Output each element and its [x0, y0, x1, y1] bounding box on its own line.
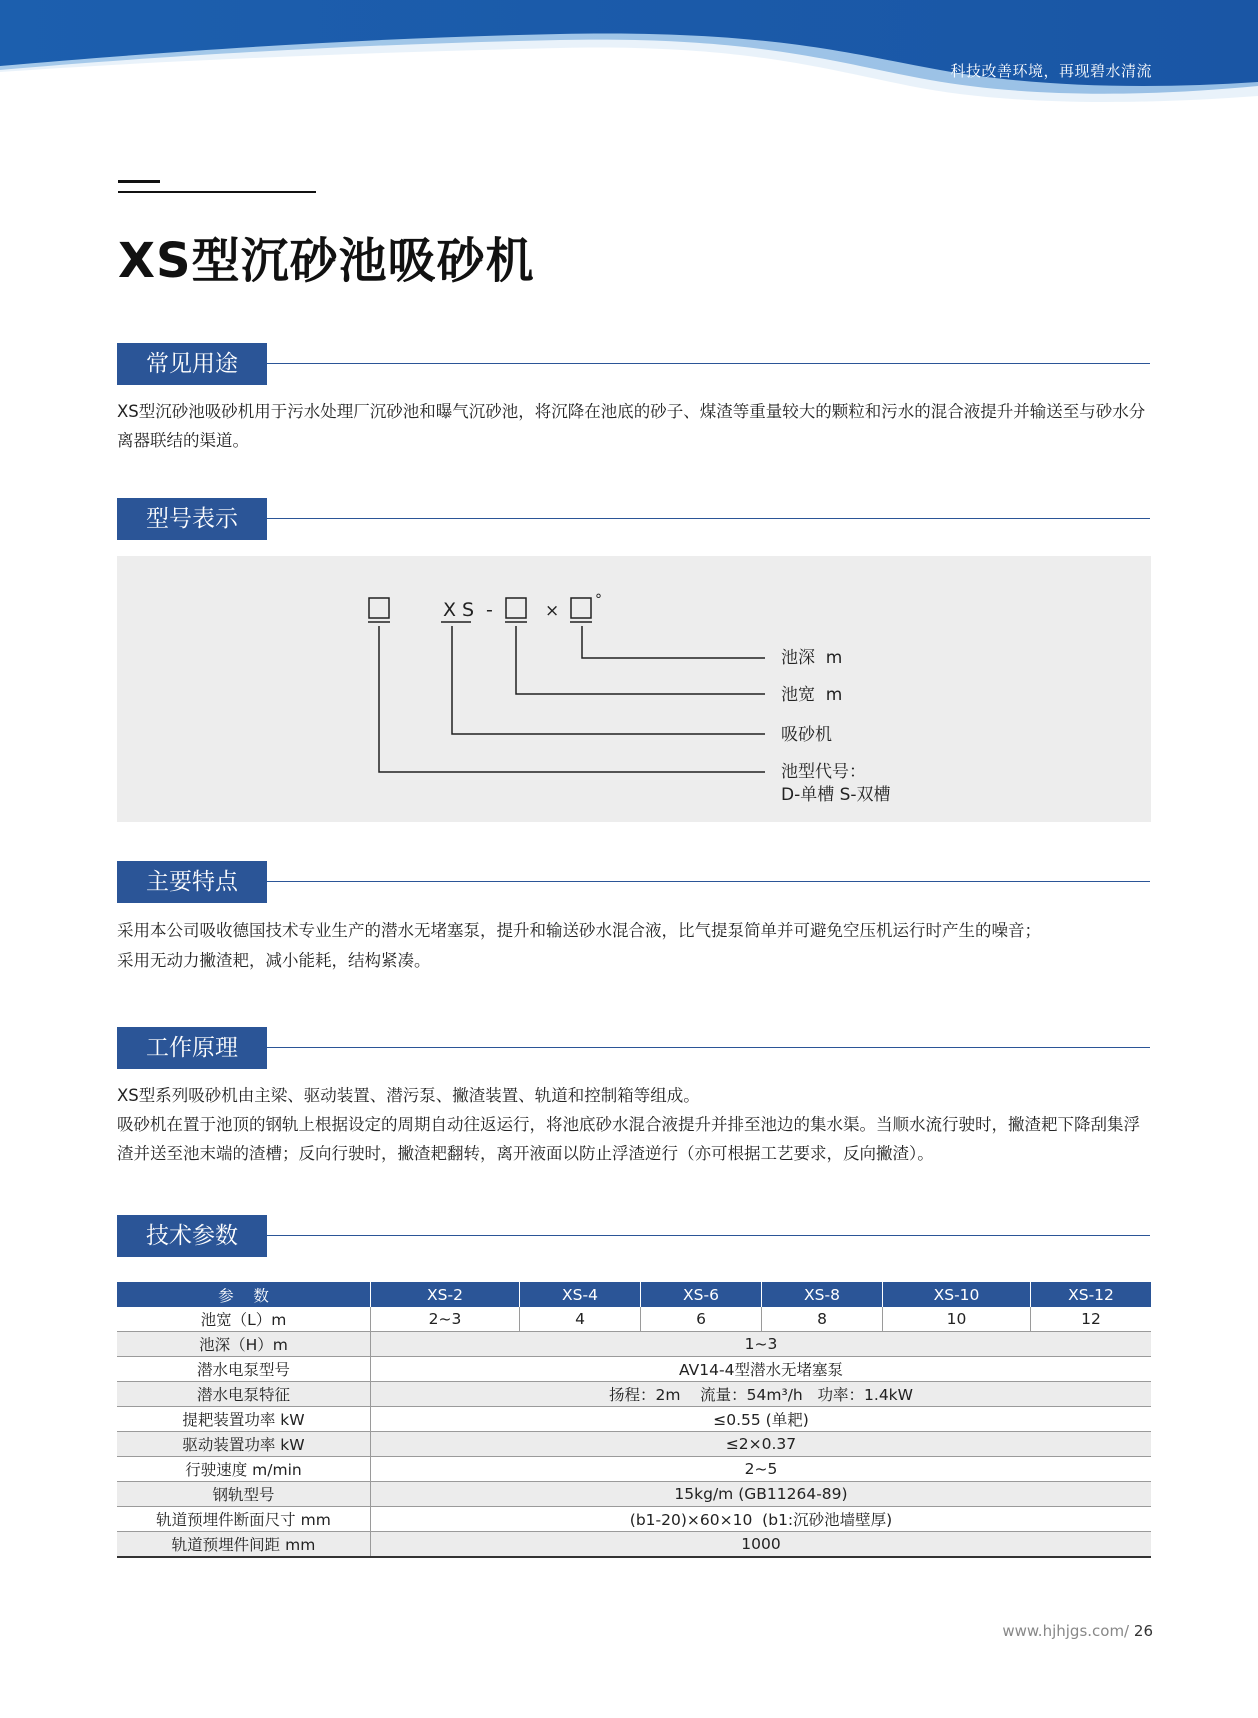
section-header-features: [117, 861, 1150, 903]
table-cell: ≤0.55 (单耙): [371, 1407, 1152, 1432]
page-title: XS型沉砂池吸砂机: [118, 233, 535, 289]
table-cell: 1~3: [371, 1332, 1152, 1357]
principle-line-1: XS型系列吸砂机由主梁、驱动装置、潜污泵、撇渣装置、轨道和控制箱等组成。: [117, 1086, 700, 1105]
page-footer: [1002, 1622, 1153, 1640]
row-label: 提耙装置功率 kW: [117, 1407, 371, 1432]
header-wave: [0, 0, 1258, 110]
column-header: 参 数: [117, 1282, 371, 1307]
section-header-usage: [117, 343, 1150, 385]
section-title-usage: 常见用途: [117, 343, 267, 385]
placeholder-box-pool-type: [369, 598, 389, 618]
page-number: 26: [1133, 1622, 1153, 1640]
section-title-model: 型号表示: [117, 498, 267, 540]
section-title-principle: 工作原理: [117, 1027, 267, 1069]
column-header: XS-10: [883, 1282, 1031, 1307]
label-machine: 吸砂机: [781, 725, 832, 745]
table-cell: 2~5: [371, 1457, 1152, 1482]
column-header: XS-2: [371, 1282, 520, 1307]
header-slogan: 科技改善环境，再现碧水清流: [950, 62, 1152, 80]
column-header: XS-6: [641, 1282, 762, 1307]
model-times: ×: [545, 601, 560, 621]
table-cell: 12: [1031, 1307, 1152, 1332]
table-row: [117, 1307, 1151, 1332]
leader-machine: [452, 626, 765, 734]
table-cell: 扬程：2m 流量：54m³/h 功率：1.4kW: [371, 1382, 1152, 1407]
features-line-1: 采用本公司吸收德国技术专业生产的潜水无堵塞泵，提升和输送砂水混合液，比气提泵简单并可避免空压机运行时产生的噪音；: [117, 921, 1041, 940]
principle-line-2: 吸砂机在置于池顶的钢轨上根据设定的周期自动往返运行，将池底砂水混合液提升并排至池边的集水渠。当顺水流行驶时，撇渣耙下降刮集浮渣并送至池末端的渣槽；反向行驶时，撇渣耙翻转，离开液面以防止浮渣逆行（亦可根据工艺要求，反向撇渣）。: [117, 1115, 1140, 1163]
table-cell: 8: [762, 1307, 883, 1332]
spec-table-header-row: [117, 1282, 1151, 1307]
table-row: [117, 1532, 1151, 1558]
row-label: 轨道预埋件断面尺寸 mm: [117, 1507, 371, 1532]
row-label: 潜水电泵型号: [117, 1357, 371, 1382]
label-pool-type-options: D-单槽 S-双槽: [781, 785, 891, 805]
table-row: [117, 1357, 1151, 1382]
table-row: [117, 1332, 1151, 1357]
row-label: 池宽（L）m: [117, 1307, 371, 1332]
table-cell: 6: [641, 1307, 762, 1332]
model-diagram: [117, 556, 1151, 822]
row-label: 钢轨型号: [117, 1482, 371, 1507]
table-row: [117, 1457, 1151, 1482]
section-header-model: [117, 498, 1150, 540]
table-cell: 4: [520, 1307, 641, 1332]
leader-pool-type: [379, 626, 765, 772]
label-pool-type: 池型代号：: [781, 762, 866, 782]
row-label: 潜水电泵特征: [117, 1382, 371, 1407]
model-diagram-panel: [117, 556, 1151, 822]
column-header: XS-12: [1031, 1282, 1152, 1307]
table-cell: AV14-4型潜水无堵塞泵: [371, 1357, 1152, 1382]
usage-paragraph: XS型沉砂池吸砂机用于污水处理厂沉砂池和曝气沉砂池，将沉降在池底的砂子、煤渣等重量较大的颗粒和污水的混合液提升并输送至与砂水分离器联结的渠道。: [117, 402, 1146, 450]
table-cell: 2~3: [371, 1307, 520, 1332]
table-row: [117, 1407, 1151, 1432]
section-title-features: 主要特点: [117, 861, 267, 903]
model-dash: -: [486, 599, 493, 621]
section-header-principle: [117, 1027, 1150, 1069]
model-prefix: XS: [443, 599, 481, 621]
row-label: 轨道预埋件间距 mm: [117, 1532, 371, 1558]
title-rule-thin: [118, 191, 316, 193]
label-depth: 池深 m: [781, 648, 843, 668]
table-row: [117, 1432, 1151, 1457]
title-rule-thick: [118, 180, 160, 183]
table-cell: ≤2×0.37: [371, 1432, 1152, 1457]
section-rule: [267, 1047, 1150, 1048]
row-label: 行驶速度 m/min: [117, 1457, 371, 1482]
spec-table: [117, 1282, 1151, 1558]
column-header: XS-4: [520, 1282, 641, 1307]
row-label: 池深（H）m: [117, 1332, 371, 1357]
row-label: 驱动装置功率 kW: [117, 1432, 371, 1457]
leader-depth: [582, 626, 765, 658]
label-width: 池宽 m: [781, 685, 843, 705]
features-line-2: 采用无动力撇渣耙，减小能耗，结构紧凑。: [117, 951, 431, 970]
section-rule: [267, 1235, 1150, 1236]
placeholder-box-depth: [571, 598, 591, 618]
section-rule: [267, 363, 1150, 364]
section-title-specs: 技术参数: [117, 1215, 267, 1257]
table-cell: 10: [883, 1307, 1031, 1332]
table-row: [117, 1482, 1151, 1507]
column-header: XS-8: [762, 1282, 883, 1307]
table-cell: 15kg/m (GB11264-89): [371, 1482, 1152, 1507]
model-degree: °: [595, 592, 602, 608]
leader-width: [516, 626, 765, 694]
section-rule: [267, 518, 1150, 519]
table-row: [117, 1507, 1151, 1532]
table-row: [117, 1382, 1151, 1407]
table-cell: (b1-20)×60×10 (b1:沉砂池墙壁厚): [371, 1507, 1152, 1532]
footer-url: www.hjhjgs.com/: [1002, 1622, 1130, 1640]
section-header-specs: [117, 1215, 1150, 1257]
table-cell: 1000: [371, 1532, 1152, 1558]
section-rule: [267, 881, 1150, 882]
placeholder-box-width: [506, 598, 526, 618]
